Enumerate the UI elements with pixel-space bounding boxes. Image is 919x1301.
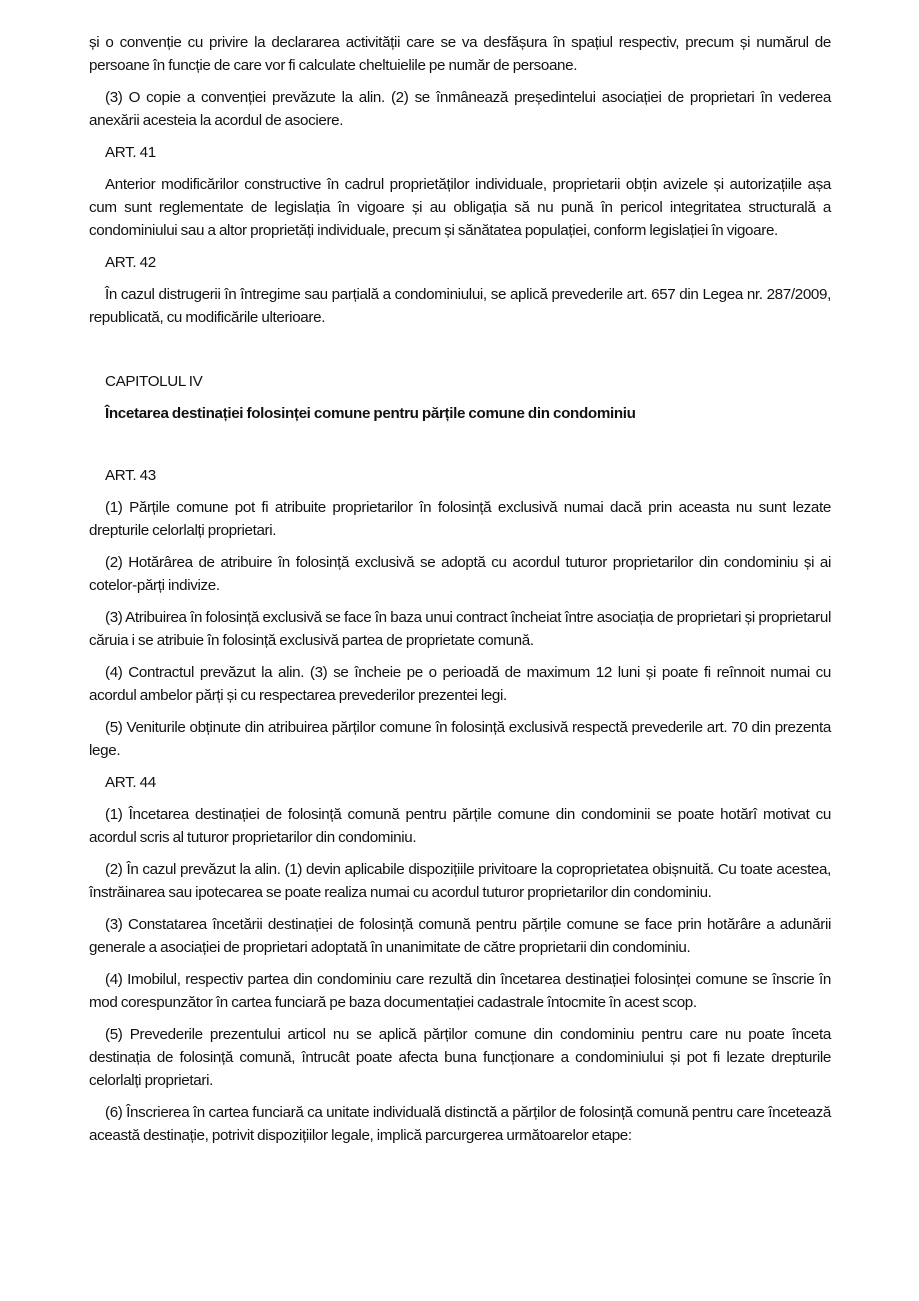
paragraph-art41: Anterior modificărilor constructive în cadrul proprietăților individuale, proprietarii obțin avizele și autorizațiile așa cum sunt reglementate de legislația în vigoare și au obligația să nu pună în pericol integritatea structurală a condominiului sau a altor proprietăți individuale, precum și sănătatea populației, conform legislației în vigoare. — [89, 176, 831, 239]
spacer — [89, 434, 831, 464]
paragraph-art43-alin4: (4) Contractul prevăzut la alin. (3) se încheie pe o perioadă de maximum 12 luni și poate fi reînnoit numai cu acordul ambelor părți și cu respectarea prevederilor prezentei legi. — [89, 664, 831, 704]
spacer — [89, 338, 831, 370]
paragraph-art44-alin1: (1) Încetarea destinației de folosință comună pentru părțile comune din condominii se poate hotărî motivat cu acordul scris al tuturor proprietarilor din condominiu. — [89, 806, 831, 846]
paragraph-art42: În cazul distrugerii în întregime sau parțială a condominiului, se aplică prevederile art. 657 din Legea nr. 287/2009, republicată, cu modificările ulterioare. — [89, 286, 831, 326]
paragraph-art44-alin3: (3) Constatarea încetării destinației de folosință comună pentru părțile comune se face prin hotărâre a adunării generale a asociației de proprietari adoptată în unanimitate de către proprietarii din condominiu. — [89, 916, 831, 956]
paragraph-art43-alin5: (5) Veniturile obținute din atribuirea părților comune în folosință exclusivă respectă prevederile art. 70 din prezenta lege. — [89, 719, 831, 759]
paragraph-art44-alin6: (6) Înscrierea în cartea funciară ca unitate individuală distinctă a părților de folosință comună pentru care încetează această destinație, potrivit dispozițiilor legale, implică parcurgerea următoarelor etape: — [89, 1104, 831, 1144]
paragraph-art44-alin4: (4) Imobilul, respectiv partea din condominiu care rezultă din încetarea destinației folosinței comune se înscrie în mod corespunzător în cartea funciară pe baza documentației cadastrale întocmite în acest scop. — [89, 971, 831, 1011]
paragraph-continuation: și o convenție cu privire la declararea activității care se va desfășura în spațiul respectiv, precum și numărul de persoane în funcție de care vor fi calculate cheltuielile pe număr de persoane. — [89, 34, 831, 74]
paragraph-art43-alin3: (3) Atribuirea în folosință exclusivă se face în baza unui contract încheiat între asociația de proprietari și proprietarul căruia i se atribuie în folosință exclusivă partea de proprietate comună. — [89, 609, 831, 649]
article-heading-44: ART. 44 — [105, 774, 156, 791]
article-heading-43: ART. 43 — [105, 467, 156, 484]
chapter-title: Încetarea destinației folosinței comune pentru părțile comune din condominiu — [105, 405, 636, 422]
paragraph-art44-alin2: (2) În cazul prevăzut la alin. (1) devin aplicabile dispozițiile privitoare la coproprietatea obișnuită. Cu toate acestea, înstrăinarea sau ipotecarea se poate realiza numai cu acordul tuturor proprietarilor din condominiu. — [89, 861, 831, 901]
paragraph-art40-alin3: (3) O copie a convenției prevăzute la alin. (2) se înmânează președintelui asociației de proprietari în vederea anexării acesteia la acordul de asociere. — [89, 89, 831, 129]
paragraph-art43-alin2: (2) Hotărârea de atribuire în folosință exclusivă se adoptă cu acordul tuturor proprietarilor din condominiu și ai cotelor-părți indivize. — [89, 554, 831, 594]
article-heading-41: ART. 41 — [105, 144, 156, 161]
chapter-heading: CAPITOLUL IV — [105, 373, 203, 390]
document-page — [89, 31, 831, 1156]
article-heading-42: ART. 42 — [105, 254, 156, 271]
paragraph-art44-alin5: (5) Prevederile prezentului articol nu se aplică părților comune din condominiu pentru care nu poate înceta destinația de folosință comună, întrucât poate afecta buna funcționare a condominiului și pot fi lezate drepturile celorlalți proprietari. — [89, 1026, 831, 1089]
paragraph-art43-alin1: (1) Părțile comune pot fi atribuite proprietarilor în folosință exclusivă numai dacă prin aceasta nu sunt lezate drepturile celorlalți proprietari. — [89, 499, 831, 539]
